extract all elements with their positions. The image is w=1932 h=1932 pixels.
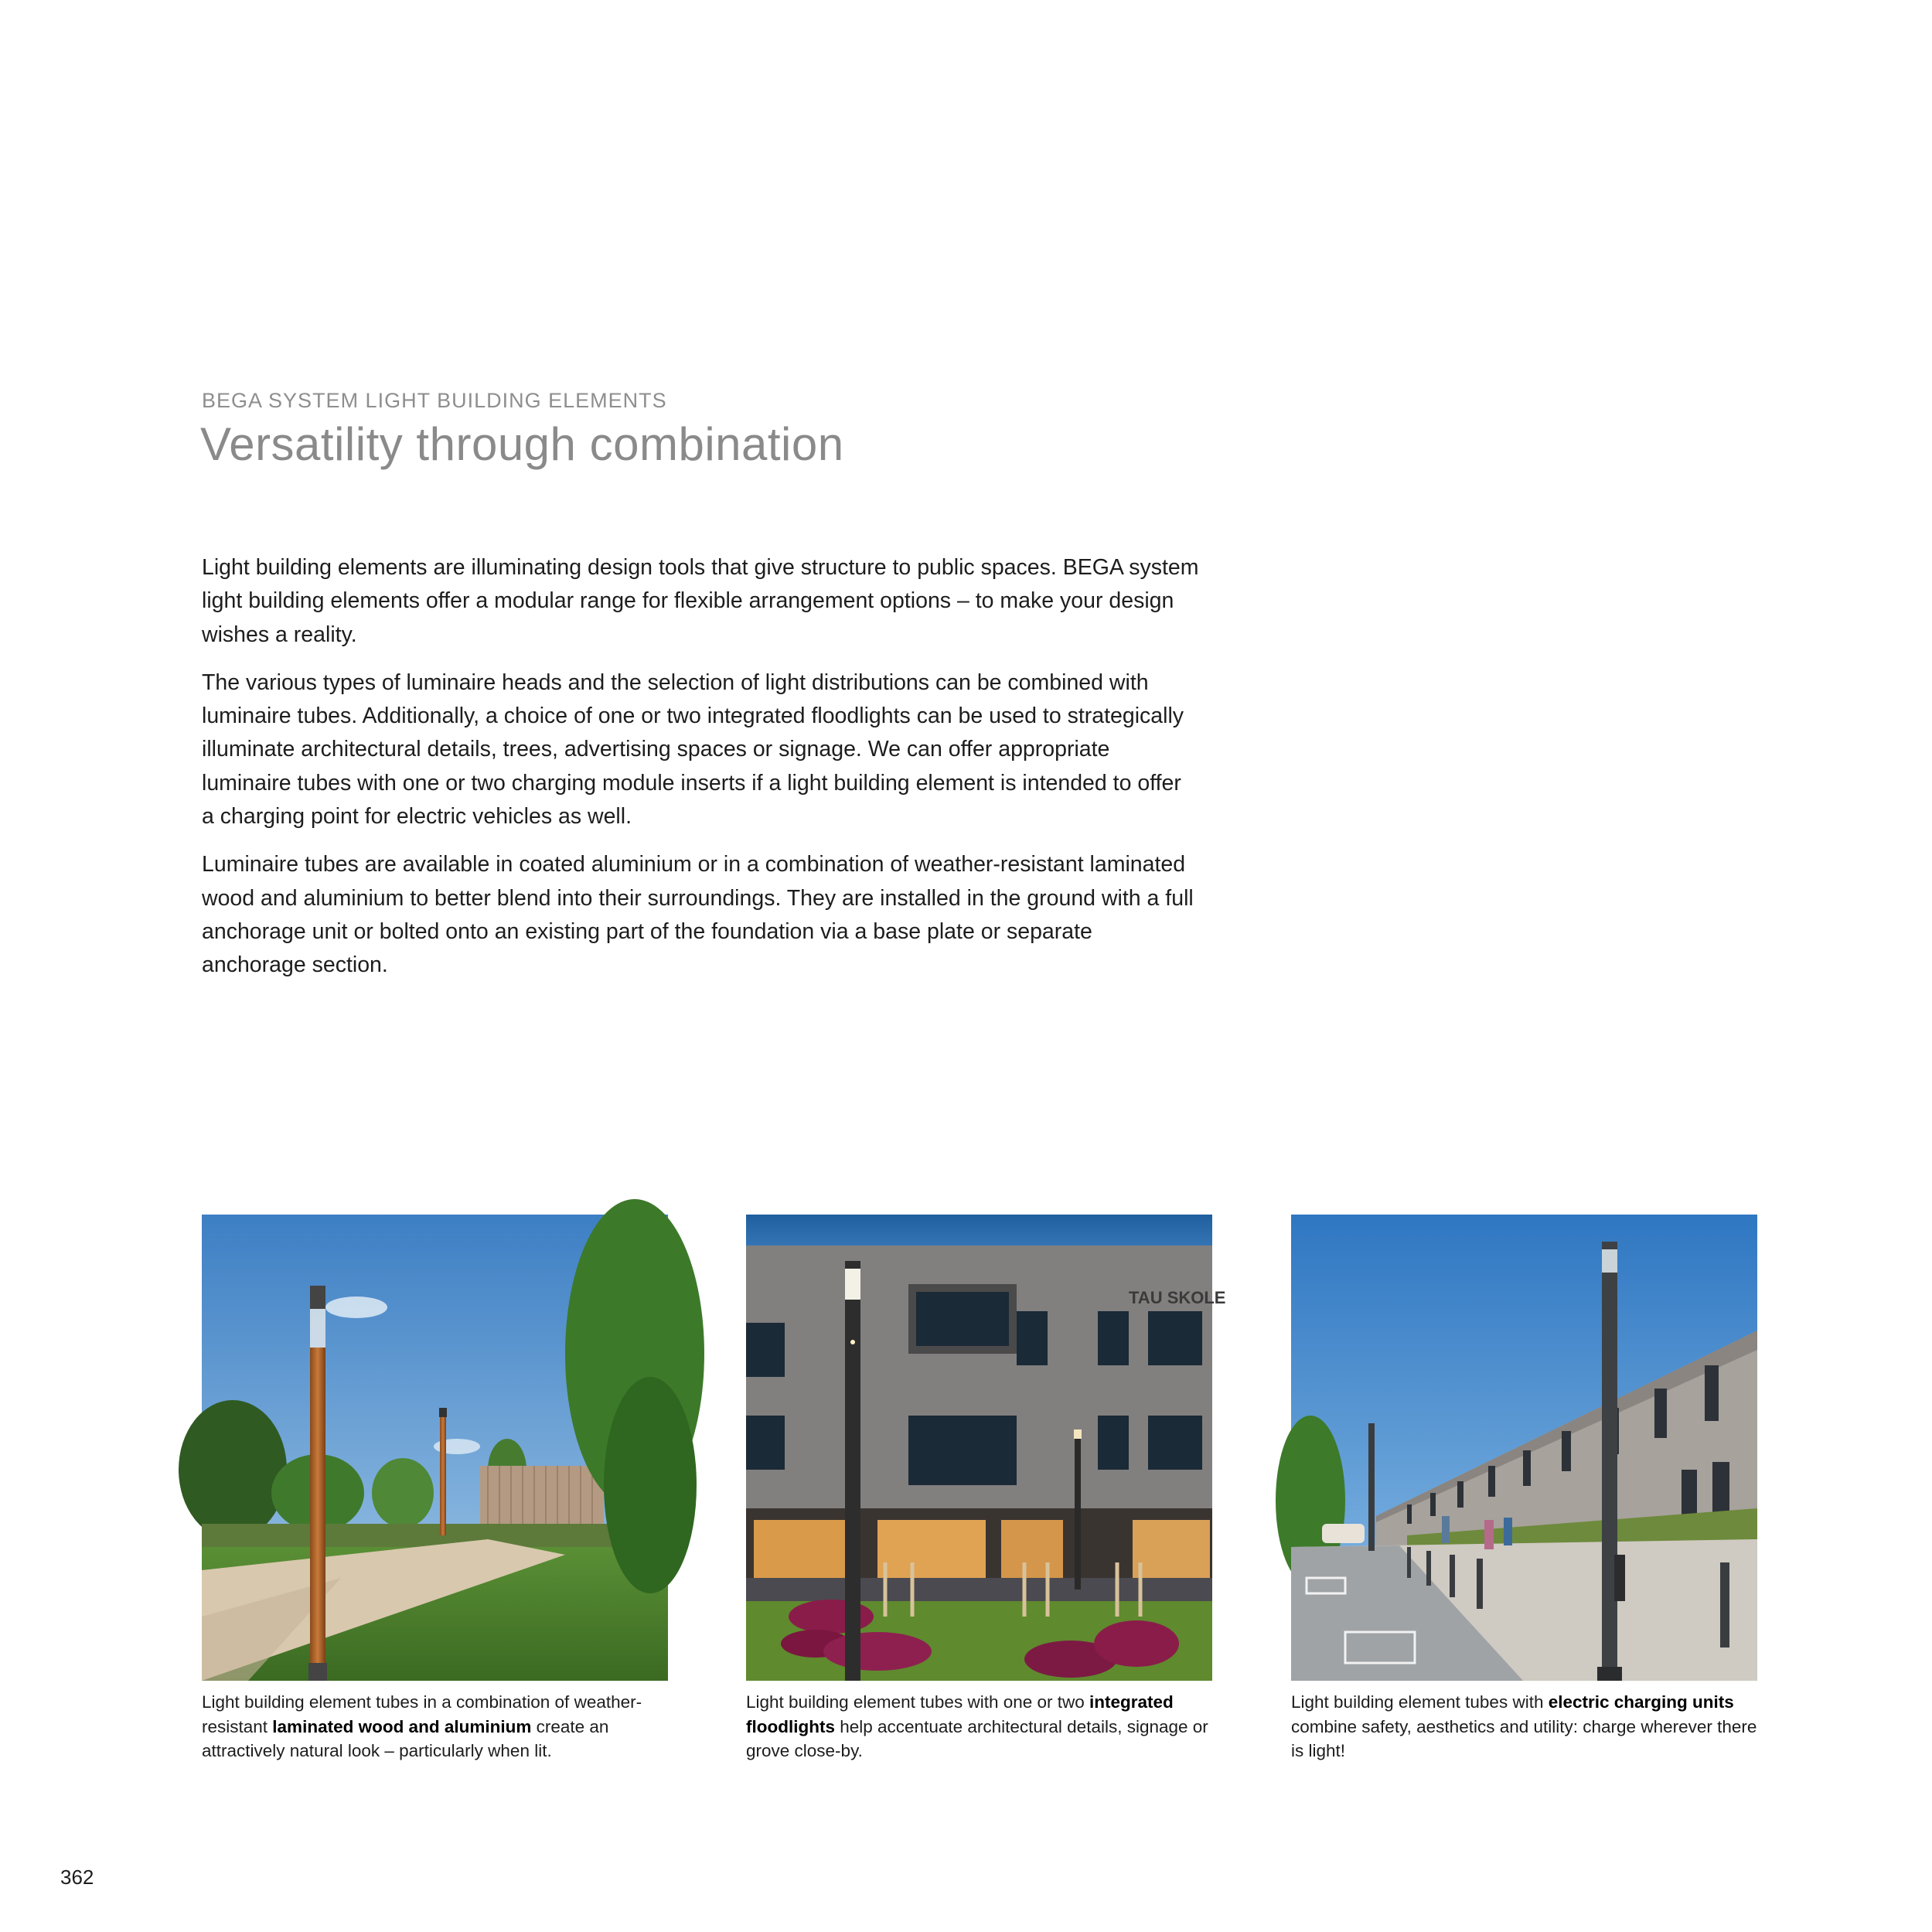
section-eyebrow: BEGA SYSTEM LIGHT BUILDING ELEMENTS [202,389,667,412]
paragraph-2: The various types of luminaire heads and the selection of light distributions can be combined with luminaire tubes. Additionally, a choice of one or two integrated floodlights can be used to strategically illuminate architectural details, trees, advertising spaces or signage. We can offer appropriate luminaire tubes with one or two charging module inserts if a light building element is intended to offer a charging point for electric vehicles as well. [202,670,1184,830]
caption-wood-aluminium: Light building element tubes in a combination of weather-resistant laminated wood and aluminium create an attractively natural look – particularly when lit. [202,1692,642,1760]
figure-integrated-floodlights [746,1215,1226,1763]
school-sign: TAU SKOLE [1129,1288,1226,1307]
paragraph-1: Light building elements are illuminating design tools that give structure to public spaces. BEGA system light building elements offer a modular range for flexible arrangement options – to make your design wishes a reality. [202,555,1199,647]
caption-electric-charging: Light building element tubes with electric charging units combine safety, aesthetics and utility: charge wherever there is light! [1291,1692,1757,1760]
figure-wood-aluminium [202,1215,668,1763]
figure-electric-charging [1291,1215,1757,1763]
photo-school-courtyard [746,1215,1226,1681]
page-title: Versatility through combination [200,418,844,470]
photo-garden-wood-tubes [202,1215,668,1681]
page-number: 362 [60,1866,94,1889]
body-text [202,551,1199,997]
photo-charging-street [1291,1215,1757,1681]
caption-integrated-floodlights: Light building element tubes with one or two integrated floodlights help accentuate architectural details, signage or grove close-by. [746,1692,1208,1760]
paragraph-3: Luminaire tubes are available in coated aluminium or in a combination of weather-resistant laminated wood and aluminium to better blend into their surroundings. They are installed in the ground with a full anchorage unit or bolted onto an existing part of the foundation via a base plate or separate anchorage section. [202,852,1194,978]
